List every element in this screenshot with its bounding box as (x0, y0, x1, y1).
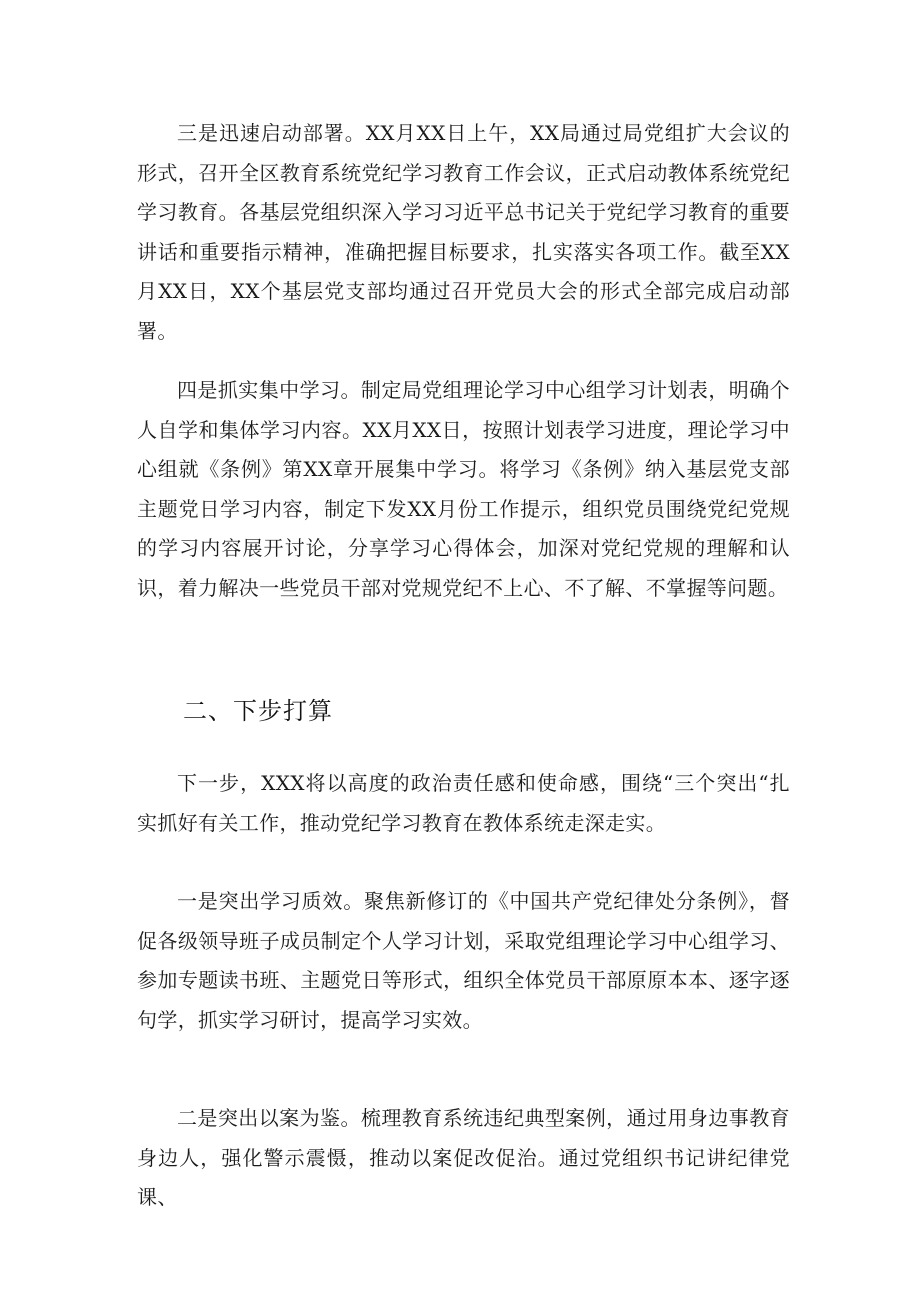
paragraph-case-lessons: 二是突出以案为鉴。梳理教育系统违纪典型案例，通过用身边事教育身边人，强化警示震慑，推动以案促改促治。通过党组织书记讲纪律党课、 (137, 1106, 790, 1210)
paragraph-next-step-intro: 下一步，XXX将以高度的政治责任感和使命感，围绕“三个突出“扎实抓好有关工作，推动党纪学习教育在教体系统走深走实。 (137, 771, 790, 835)
paragraph-rapid-deployment: 三是迅速启动部署。XX月XX日上午，XX局通过局党组扩大会议的形式，召开全区教育系统党纪学习教育工作会议，正式启动教体系统党纪学习教育。各基层党组织深入学习习近平总书记关于党纪学习教育的重要讲话和重要指示精神，准确把握目标要求，扎实落实各项工作。截至XX月XX日，XX个基层党支部均通过召开党员大会的形式全部完成启动部署。 (137, 121, 790, 343)
paragraph-focused-study: 四是抓实集中学习。制定局党组理论学习中心组学习计划表，明确个人自学和集体学习内容。XX月XX日，按照计划表学习进度，理论学习中心组就《条例》第XX章开展集中学习。将学习《条例》纳入基层党支部主题党日学习内容，制定下发XX月份工作提示，组织党员围绕党纪党规的学习内容展开讨论，分享学习心得体会，加深对党纪党规的理解和认识，着力解决一些党员干部对党规党纪不上心、不了解、不掌握等问题。 (137, 378, 790, 600)
section-heading-next-steps: 二、下步打算 (183, 697, 333, 725)
paragraph-study-quality: 一是突出学习质效。聚焦新修订的《中国共产党纪律处分条例》，督促各级领导班子成员制定个人学习计划，采取党组理论学习中心组学习、参加专题读书班、主题党日等形式，组织全体党员干部原原本本、逐字逐句学，抓实学习研讨，提高学习实效。 (137, 889, 790, 1032)
